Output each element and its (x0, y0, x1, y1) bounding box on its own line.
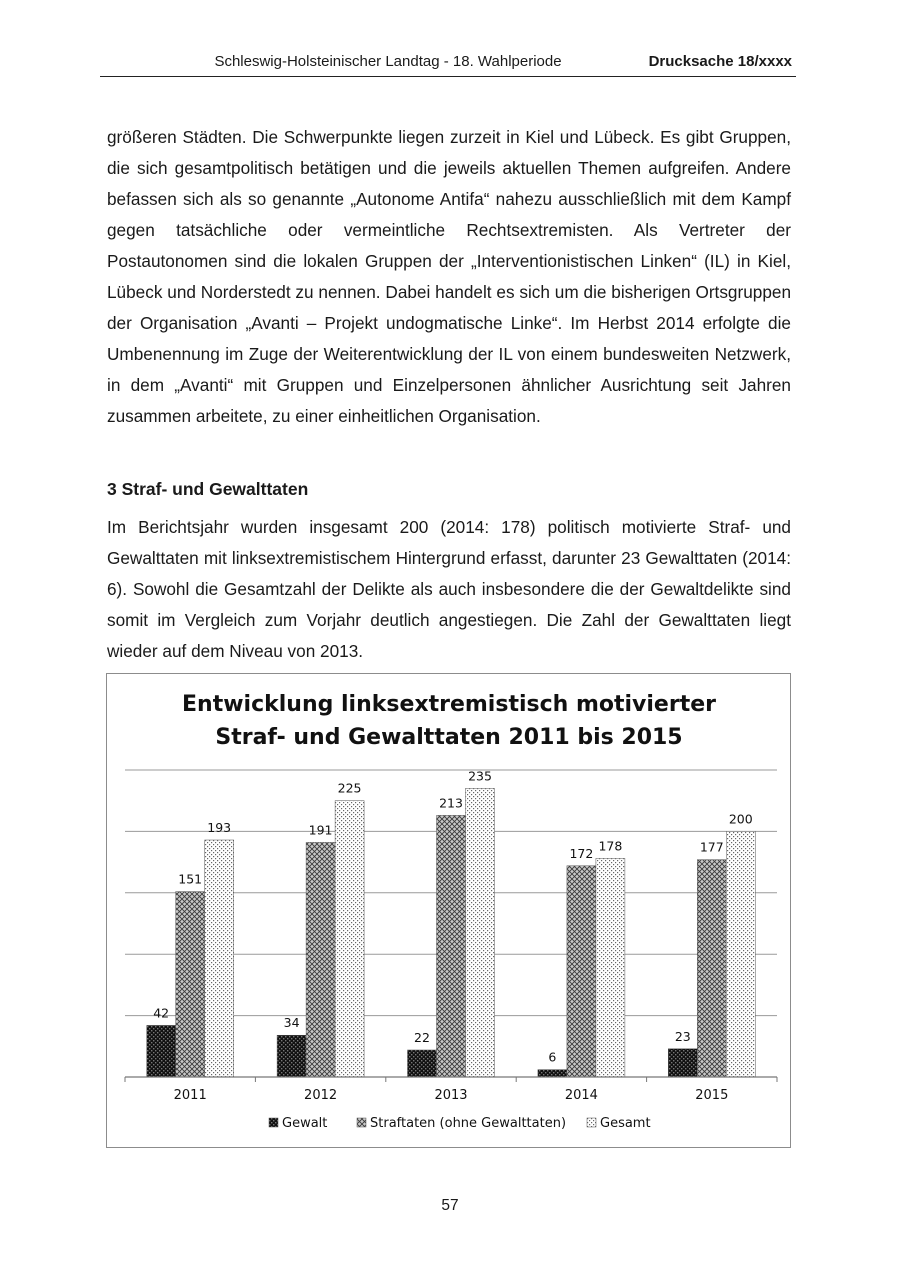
legend-label-2: Gesamt (600, 1116, 651, 1131)
x-tick-label-2013: 2013 (434, 1088, 468, 1103)
bar-chart (107, 674, 792, 1149)
data-label-2012-series-2: 225 (337, 780, 362, 796)
bar-2011-series-1 (176, 892, 205, 1077)
bar-2013-series-2 (466, 788, 495, 1077)
bar-2012-series-1 (306, 842, 335, 1077)
header-title: Schleswig-Holsteinischer Landtag - 18. Wahlperiode (214, 53, 562, 70)
data-label-2014-series-1: 172 (569, 845, 594, 861)
legend-label-1: Straftaten (ohne Gewalttaten) (370, 1116, 567, 1131)
bar-2015-series-2 (726, 831, 755, 1077)
data-label-2015-series-1: 177 (699, 839, 724, 855)
data-label-2013-series-1: 213 (439, 795, 463, 811)
chart-title-line-1: Entwicklung linksextremistisch motivierter (182, 692, 716, 717)
legend-swatch-1 (357, 1118, 366, 1127)
data-label-2012-series-1: 191 (308, 822, 333, 838)
bar-2014-series-2 (596, 858, 625, 1077)
data-label-2014-series-2: 178 (598, 838, 623, 854)
x-tick-label-2014: 2014 (564, 1088, 598, 1103)
data-label-2015-series-2: 200 (728, 811, 753, 827)
legend-swatch-0 (269, 1118, 278, 1127)
chart-container (106, 673, 791, 1148)
page-header (100, 52, 796, 77)
bar-2013-series-0 (408, 1050, 437, 1077)
body-paragraph-2: Im Berichtsjahr wurden insgesamt 200 (2014: 178) politisch motivierte Straf- und Gewalttaten mit linksextremistischem Hintergrund erfasst, darunter 23 Gewalttaten (2014: 6). Sowohl die Gesamtzahl der Delikte als auch insbesondere die der Gewaltdelikte sind somit im Vergleich zum Vorjahr deutlich angestiegen. Die Zahl der Gewalttaten liegt wieder auf dem Niveau von 2013. (107, 517, 791, 661)
legend-swatch-2 (587, 1118, 596, 1127)
bar-2015-series-1 (697, 860, 726, 1077)
bar-2012-series-0 (277, 1035, 306, 1077)
data-label-2012-series-0: 34 (283, 1015, 300, 1031)
document-reference: Drucksache 18/xxxx (648, 53, 792, 70)
data-label-2011-series-1: 151 (178, 871, 203, 887)
data-label-2011-series-0: 42 (153, 1005, 170, 1021)
section-heading: 3 Straf- und Gewalttaten (107, 479, 309, 499)
body-paragraph-1: größeren Städten. Die Schwerpunkte liegen zurzeit in Kiel und Lübeck. Es gibt Gruppen, die sich gesamtpolitisch betätigen und die jeweils aktuellen Themen aufgreifen. Andere befassen sich als so genannte „Autonome Antifa“ nahezu ausschließlich mit dem Kampf gegen tatsächliche oder vermeintliche Rechtsextremisten. Als Vertreter der Postautonomen sind die lokalen Gruppen der „Interventionistischen Linken“ (IL) in Kiel, Lübeck und Norderstedt zu nennen. Dabei handelt es sich um die bisherigen Ortsgruppen der Organisation „Avanti – Projekt undogmatische Linke“. Im Herbst 2014 erfolgte die Umbenennung im Zuge der Weiterentwicklung der IL von einem bundesweiten Netzwerk, in dem „Avanti“ mit Gruppen und Einzelpersonen ähnlicher Ausrichtung seit Jahren zusammen arbeitete, zu einer einheitlichen Organisation. (107, 127, 791, 426)
bar-2011-series-0 (147, 1025, 176, 1077)
x-tick-label-2011: 2011 (173, 1088, 207, 1103)
data-label-2011-series-2: 193 (207, 819, 232, 835)
bar-2014-series-1 (567, 866, 596, 1077)
bar-2013-series-1 (437, 815, 466, 1077)
bar-2011-series-2 (205, 840, 234, 1077)
data-label-2014-series-0: 6 (548, 1049, 557, 1065)
page-number: 57 (441, 1197, 459, 1214)
bar-2012-series-2 (335, 801, 364, 1077)
x-tick-label-2015: 2015 (695, 1088, 729, 1103)
bar-2015-series-0 (668, 1049, 697, 1077)
data-label-2015-series-0: 23 (674, 1028, 691, 1044)
x-tick-label-2012: 2012 (304, 1088, 338, 1103)
bar-2014-series-0 (538, 1070, 567, 1077)
data-label-2013-series-0: 22 (414, 1029, 430, 1045)
data-label-2013-series-2: 235 (468, 768, 492, 784)
legend-label-0: Gewalt (282, 1116, 328, 1131)
chart-title-line-2: Straf- und Gewalttaten 2011 bis 2015 (215, 725, 683, 750)
